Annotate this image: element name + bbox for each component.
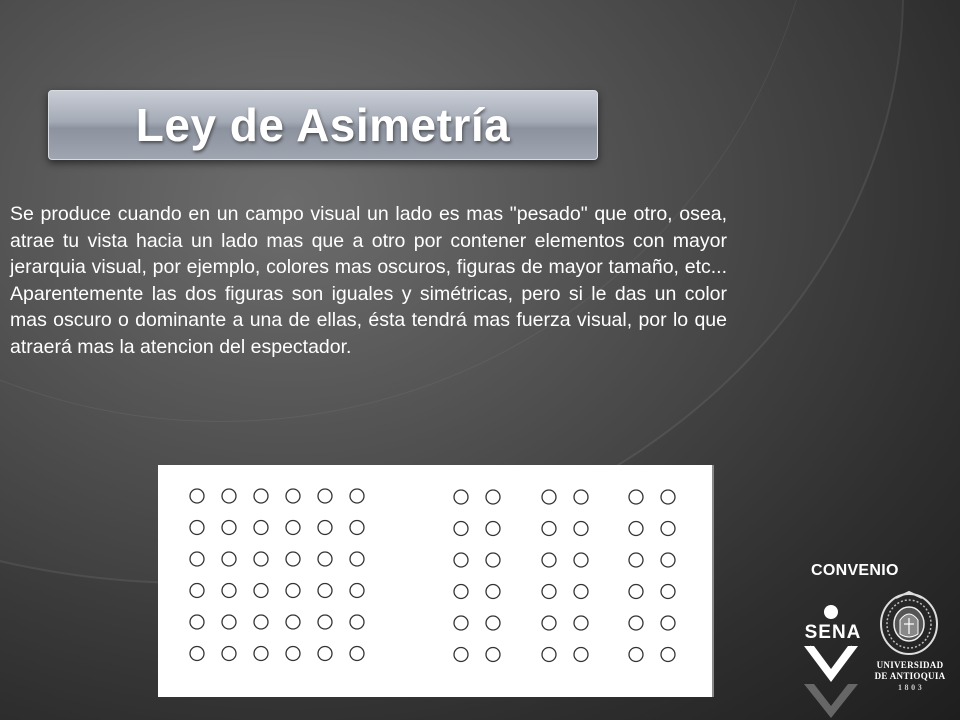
left-grid-circle — [318, 584, 332, 598]
right-group-circle — [486, 585, 500, 599]
left-grid-circle — [222, 521, 236, 535]
right-group-circle — [454, 553, 468, 567]
right-group-circle — [574, 490, 588, 504]
right-group-circle — [661, 585, 675, 599]
left-grid-circle — [318, 489, 332, 503]
slide-body-text: Se produce cuando en un campo visual un lado es mas "pesado" que otro, osea, atrae tu vista hacia un lado mas que a otro por contener elementos con mayor jerarquia visual, por ejemplo, colores mas oscuros, figuras de mayor tamaño, etc... Aparentemente las dos figuras son iguales y simétricas, pero si le das un color mas oscuro o dominante a una de ellas, ésta tendrá mas fuerza visual, por lo que atraerá mas la atencion del espectador. — [10, 203, 727, 358]
left-grid-circle — [254, 647, 268, 661]
right-group-circle — [486, 616, 500, 630]
udea-logo — [870, 590, 950, 720]
right-group-circle — [454, 490, 468, 504]
left-grid-circle — [318, 647, 332, 661]
asymmetry-figure — [158, 465, 714, 697]
right-group-circle — [454, 616, 468, 630]
convenio-label: CONVENIO — [811, 562, 899, 579]
slide-title: Ley de Asimetría — [135, 99, 511, 151]
right-group-circle — [542, 553, 556, 567]
left-grid-circle — [254, 521, 268, 535]
udea-line2: DE ANTIOQUIA — [874, 671, 946, 681]
right-group-circle — [454, 522, 468, 536]
left-grid-circle — [286, 552, 300, 566]
sena-logo — [790, 600, 876, 720]
left-grid-circle — [286, 521, 300, 535]
udea-name-text — [870, 660, 950, 693]
right-group-circle — [542, 490, 556, 504]
left-grid-circle — [350, 521, 364, 535]
left-grid-circle — [254, 615, 268, 629]
right-group-circle — [661, 522, 675, 536]
left-grid-circle — [222, 489, 236, 503]
right-group-circle — [629, 648, 643, 662]
right-group-circle — [454, 648, 468, 662]
left-grid-circle — [318, 615, 332, 629]
left-grid-circle — [350, 489, 364, 503]
right-group-circle — [486, 490, 500, 504]
left-grid-circle — [222, 647, 236, 661]
right-group-circle — [629, 585, 643, 599]
right-group-circle — [661, 553, 675, 567]
left-grid-circle — [286, 584, 300, 598]
left-grid-circle — [190, 521, 204, 535]
right-group-circle — [629, 522, 643, 536]
left-grid-circle — [254, 584, 268, 598]
left-grid-circle — [222, 615, 236, 629]
left-grid-circle — [254, 552, 268, 566]
left-grid-circle — [350, 615, 364, 629]
right-group-circle — [629, 553, 643, 567]
right-group-circle — [454, 585, 468, 599]
left-grid-circle — [190, 615, 204, 629]
right-group-circle — [661, 616, 675, 630]
sena-logo-text: SENA — [804, 622, 862, 643]
left-grid-circle — [350, 584, 364, 598]
left-grid-circle — [286, 647, 300, 661]
right-group-circle — [574, 585, 588, 599]
right-group-circle — [574, 616, 588, 630]
right-group-circle — [542, 648, 556, 662]
udea-line1: UNIVERSIDAD — [876, 660, 944, 670]
right-group-circle — [542, 616, 556, 630]
udea-seal-icon — [878, 590, 940, 656]
right-group-circle — [486, 648, 500, 662]
sena-logo-reflection — [804, 684, 858, 718]
left-grid-circle — [222, 552, 236, 566]
left-grid-circle — [190, 647, 204, 661]
right-group-circle — [574, 648, 588, 662]
right-group-circle — [486, 522, 500, 536]
left-grid-circle — [286, 615, 300, 629]
udea-year: 1 8 0 3 — [897, 683, 923, 692]
right-group-circle — [542, 522, 556, 536]
right-group-circle — [661, 648, 675, 662]
left-grid-circle — [190, 552, 204, 566]
right-group-circle — [574, 522, 588, 536]
right-group-circle — [661, 490, 675, 504]
circle-grid-illustration — [158, 465, 710, 697]
right-group-circle — [574, 553, 588, 567]
sena-logo-dot — [824, 605, 838, 619]
title-banner — [48, 90, 598, 160]
right-group-circle — [542, 585, 556, 599]
left-grid-circle — [254, 489, 268, 503]
right-group-circle — [486, 553, 500, 567]
left-grid-circle — [286, 489, 300, 503]
right-group-circle — [629, 490, 643, 504]
left-grid-circle — [318, 521, 332, 535]
left-grid-circle — [222, 584, 236, 598]
right-group-circle — [629, 616, 643, 630]
left-grid-circle — [350, 647, 364, 661]
left-grid-circle — [350, 552, 364, 566]
sena-logo-chevron — [804, 646, 858, 682]
left-grid-circle — [318, 552, 332, 566]
left-grid-circle — [190, 584, 204, 598]
left-grid-circle — [190, 489, 204, 503]
